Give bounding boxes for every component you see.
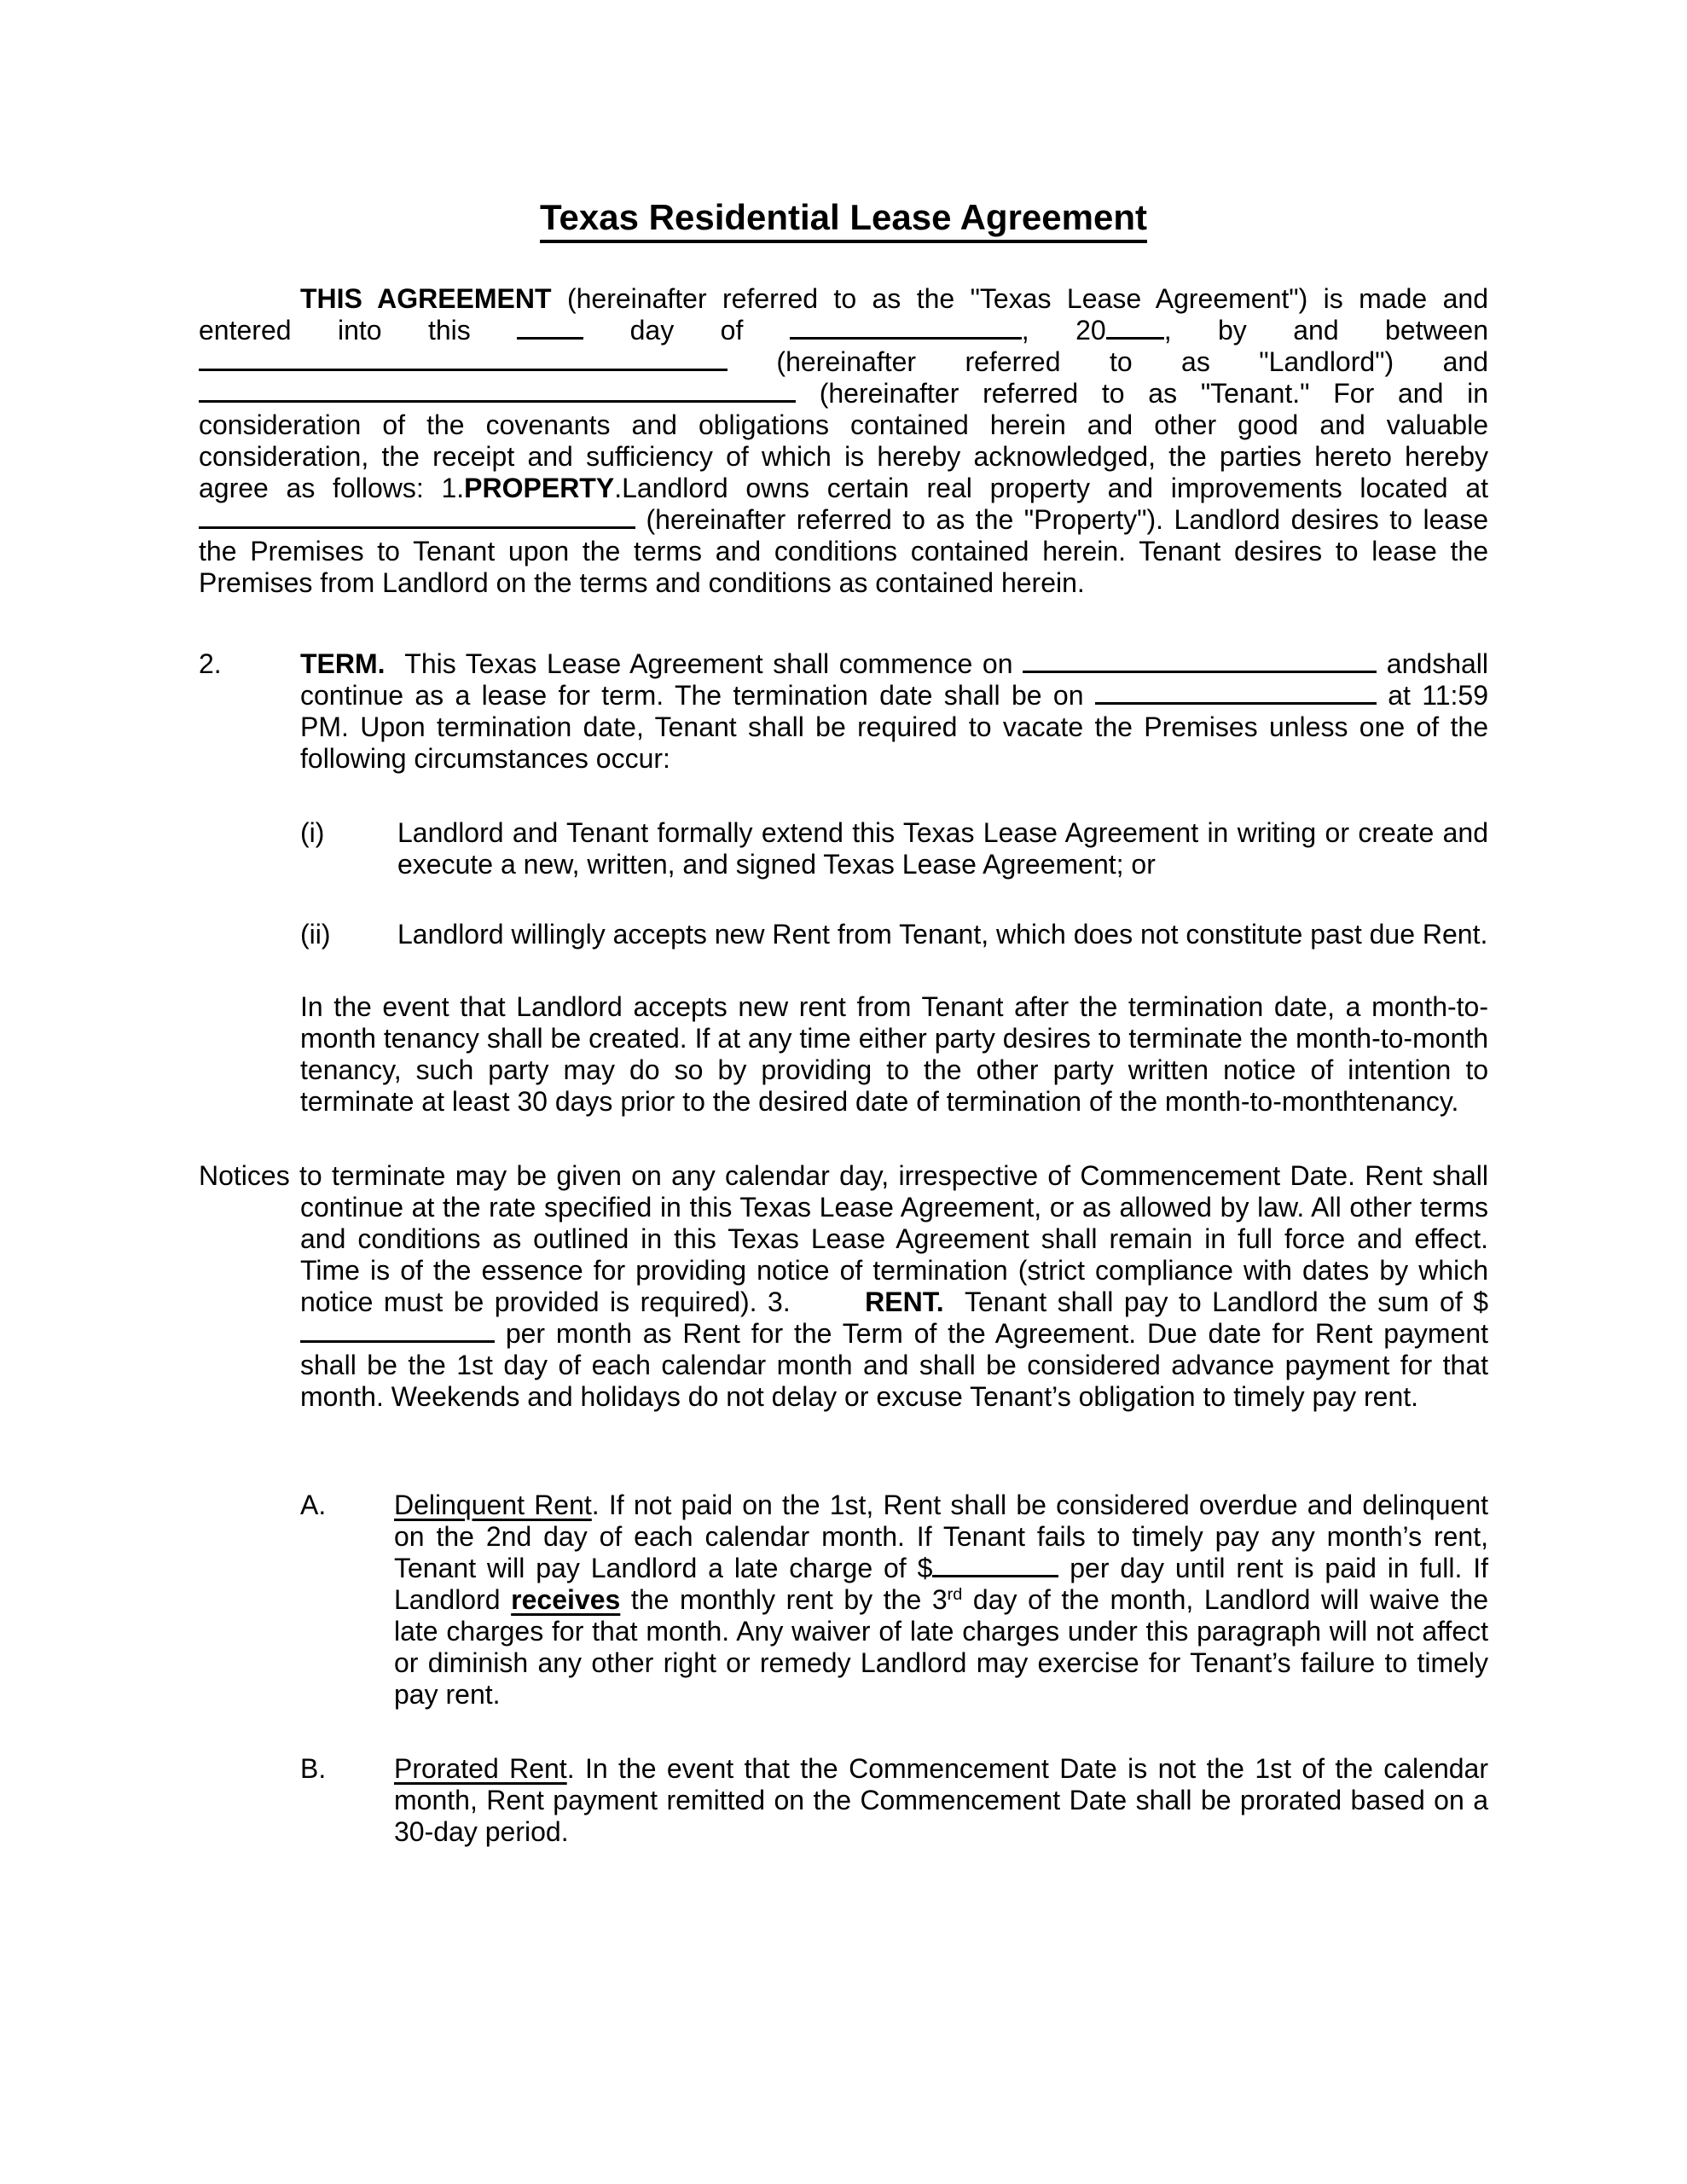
section-2-term [199, 648, 1489, 775]
text-segment: per day until rent is paid in full. If Landlord [394, 1553, 1489, 1615]
text-segment: rd [947, 1585, 963, 1605]
text-segment: Landlord willingly accepts new Rent from Tenant, which does not constitute past due Rent. [397, 919, 1488, 950]
fill-in-blank[interactable] [932, 1558, 1058, 1577]
item-a-marker: A. [300, 1490, 327, 1520]
text-segment: (hereinafter referred to as the "Property"). Landlord desires to lease the Premises to Tenant upon the terms and conditions contained herein. Tenant desires to lease the Premises from Landlord on the terms and conditions as contained herein. [199, 504, 1488, 598]
text-segment: day of the month, Landlord will waive the late charges for that month. Any waiver of late charges under this paragraph will not affect or diminish any other right or remedy Landlord may exercise for Tenant’s failure to timely pay rent. [394, 1584, 1489, 1710]
text-segment: Delinquent Rent [394, 1490, 592, 1520]
text-segment: day of [583, 315, 790, 346]
item-b-text [394, 1753, 1488, 1847]
section-2-marker: 2. [199, 648, 222, 679]
fill-in-blank[interactable] [199, 383, 796, 403]
text-segment: (hereinafter referred to as "Tenant." For and in consideration of the covenants and obligations contained herein and other good and valuable consideration, the receipt and sufficiency of which is hereby acknowledged, the parties hereto hereby agree as follows: 1. [199, 378, 1488, 503]
text-segment: the monthly rent by the 3 [620, 1584, 948, 1615]
fill-in-blank[interactable] [1095, 685, 1377, 705]
document-title-text: Texas Residential Lease Agreement [540, 197, 1147, 243]
term-condition-ii-marker: (ii) [300, 919, 331, 950]
item-a-delinquent-rent [300, 1490, 1489, 1711]
text-segment: . If not paid on the 1st, Rent shall be considered overdue and delinquent on the 2nd day of each calendar month. If Tenant fails to timely pay any month’s rent, Tenant will pay Landlord a late charge of $ [394, 1490, 1489, 1583]
fill-in-blank[interactable] [1023, 653, 1377, 673]
text-segment [791, 1287, 865, 1317]
text-segment: , 20 [1021, 315, 1106, 346]
text-segment: andshall continue as a lease for term. The termination date shall be on [300, 648, 1489, 711]
text-segment: at 11:59 PM. Upon termination date, Tenant shall be required to vacate the Premises unless one of the following circumstances occur: [300, 680, 1489, 774]
text-segment: , by and between [1163, 315, 1489, 346]
text-segment: TERM. [300, 648, 386, 679]
paragraph-holdover [300, 991, 1488, 1118]
text-segment: .Landlord owns certain real property and improvements located at [614, 473, 1489, 503]
fill-in-blank[interactable] [1106, 320, 1164, 340]
text-segment: PROPERTY [464, 473, 615, 503]
text-segment: (hereinafter referred to as the "Texas Lease Agreement") is made and entered into this [199, 283, 1489, 346]
item-b-marker: B. [300, 1753, 327, 1784]
term-condition-i-marker: (i) [300, 817, 325, 848]
text-segment: Prorated Rent [394, 1753, 567, 1784]
paragraph-notices-rent [199, 1160, 1489, 1413]
fill-in-blank[interactable] [300, 1323, 495, 1343]
text-segment: receives [511, 1584, 621, 1615]
fill-in-blank[interactable] [199, 509, 635, 529]
text-segment: In the event that Landlord accepts new rent from Tenant after the termination date, a month-to-month tenancy shall be created. If at any time either party desires to terminate the month-to-month tenancy, such party may do so by providing to the other party written notice of intention to terminate at least 30 days prior to the desired date of termination of the month-to-monthtenancy. [300, 991, 1488, 1117]
text-segment: Notices to terminate may be given on any calendar day, irrespective of Commencement Date. Rent shall continue at the rate specified in this Texas Lease Agreement, or as allowed by law. All other terms and conditions as outlined in this Texas Lease Agreement shall remain in full force and effect. Time is of the essence for providing notice of termination (strict compliance with dates by which notice must be provided is required). 3. [199, 1160, 1488, 1317]
term-condition-ii [300, 919, 1488, 950]
text-segment: per month as Rent for the Term of the Agreement. Due date for Rent payment shall be the 1st day of each calendar month and shall be considered advance payment for that month. Weekends and holidays do not delay or excuse Tenant’s obligation to timely pay rent. [300, 1318, 1488, 1412]
text-segment: Tenant shall pay to Landlord the sum of $ [943, 1287, 1489, 1317]
item-b-prorated-rent [300, 1753, 1489, 1848]
paragraph-intro [199, 283, 1488, 599]
text-segment: THIS AGREEMENT [300, 283, 552, 314]
text-segment: Landlord and Tenant formally extend this Texas Lease Agreement in writing or create and execute a new, written, and signed Texas Lease Agreement; or [397, 817, 1488, 880]
fill-in-blank[interactable] [517, 320, 583, 340]
text-segment: This Texas Lease Agreement shall commence on [385, 648, 1023, 679]
term-condition-i-text [397, 817, 1488, 880]
item-a-text [394, 1490, 1488, 1710]
term-condition-ii-text [397, 919, 1487, 950]
term-condition-i [300, 817, 1488, 880]
text-segment: RENT. [865, 1287, 944, 1317]
text-segment: (hereinafter referred to as "Landlord") and [728, 346, 1488, 377]
section-2-text [300, 648, 1488, 774]
document-title [199, 196, 1488, 239]
text-segment: . In the event that the Commencement Date is not the 1st of the calendar month, Rent payment remitted on the Commencement Date shall be prorated based on a 30-day period. [394, 1753, 1489, 1847]
fill-in-blank[interactable] [199, 351, 728, 371]
fill-in-blank[interactable] [790, 320, 1022, 340]
